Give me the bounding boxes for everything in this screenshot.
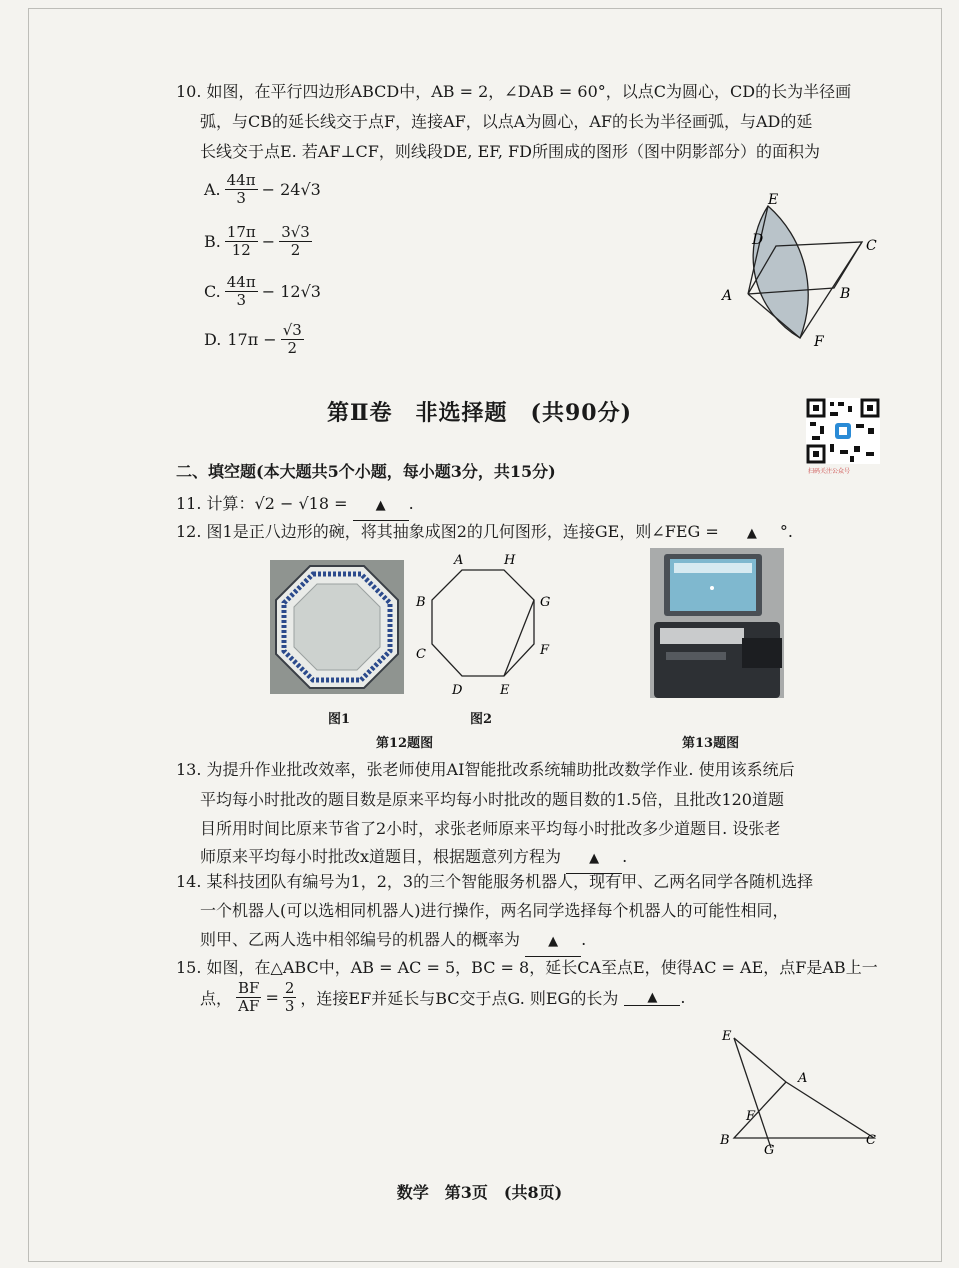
q10-point-c: C	[866, 238, 877, 254]
q14-answer-blank[interactable]: ▲	[525, 928, 581, 957]
q10-option-c: C. $\frac{44\pi}{3}$ − 12√3	[204, 273, 321, 309]
q11: 11. 计算：√2 − √18 = ▲ .	[176, 490, 414, 521]
q13-line1: 13. 为提升作业批改效率，张老师使用AI智能批改系统辅助批改数学作业. 使用该系统后	[176, 760, 795, 779]
oct-vertex-f: F	[540, 643, 550, 658]
fill-in-heading: 二、填空题(本大题共5个小题，每小题3分，共15分)	[176, 462, 556, 481]
q10-point-f: F	[814, 334, 824, 350]
fig2-label: 图2	[470, 712, 493, 727]
q10-line3: 长线交于点E. 若AF⊥CF，则线段DE, EF, FD所围成的图形（图中阴影部分）的面积为	[200, 142, 820, 161]
q14-line1: 14. 某科技团队有编号为1，2，3的三个智能服务机器人，现有甲、乙两名同学各随机选择	[176, 872, 814, 891]
oct-vertex-a: A	[454, 553, 464, 568]
q10-figure	[710, 186, 890, 356]
q15-point-f: F	[746, 1109, 756, 1124]
oct-vertex-b: B	[416, 595, 426, 610]
qr-caption: 扫码关注公众号	[808, 468, 851, 475]
q10-point-e: E	[768, 192, 779, 208]
q10-option-d: D. 17π − $\frac{√3}{2}$	[204, 321, 302, 357]
q14-line2: 一个机器人(可以选相同机器人)进行操作，两名同学选择每个机器人的可能性相同，	[200, 901, 789, 920]
q13-caption: 第13题图	[682, 736, 740, 751]
q12: 12. 图1是正八边形的碗，将其抽象成图2的几何图形，连接GE，则∠FEG = ▲ °.	[176, 518, 793, 549]
q14-line3: 则甲、乙两人选中相邻编号的机器人的概率为 ▲ .	[200, 926, 586, 957]
q15-answer-blank[interactable]: ▲	[624, 990, 680, 1006]
octagon-figure	[408, 548, 558, 700]
ai-grading-terminal-photo	[650, 548, 784, 698]
oct-vertex-g: G	[540, 595, 551, 610]
q10-line1: 10. 如图，在平行四边形ABCD中，AB = 2，∠DAB = 60°，以点C为圆心，CD的长为半径画	[176, 82, 852, 101]
q10-line2: 弧，与CB的延长线交于点F，连接AF，以点A为圆心，AF的长为半径画弧，与AD的延	[200, 112, 813, 131]
page-footer: 数学 第3页 (共8页)	[396, 1183, 563, 1202]
q15-point-g: G	[764, 1143, 775, 1156]
q10-point-d: D	[752, 232, 764, 248]
q13-line4: 师原来平均每小时批改x道题目，根据题意列方程为 ▲ .	[200, 843, 627, 874]
q10-option-b: B. $\frac{17\pi}{12}$ − $\frac{3√3}{2}$	[204, 223, 310, 259]
q12-caption: 第12题图	[376, 736, 434, 751]
oct-vertex-h: H	[504, 553, 516, 568]
qr-code-icon[interactable]	[806, 398, 880, 464]
q15-line2: 点， $\frac{BF}{AF}$ = $\frac{2}{3}$ ，连接EF并延长与BC交于点G. 则EG的长为 ▲ .	[200, 979, 686, 1015]
q15-point-c: C	[866, 1133, 876, 1148]
q13-answer-blank[interactable]: ▲	[566, 845, 622, 874]
q15-triangle-figure	[716, 1026, 886, 1156]
oct-vertex-c: C	[416, 647, 426, 662]
q15-line1: 15. 如图，在△ABC中，AB = AC = 5，BC = 8，延长CA至点E，使得AC = AE，点F是AB上一	[176, 958, 878, 977]
q10-option-a: A. $\frac{44\pi}{3}$ − 24√3	[204, 171, 321, 207]
q11-answer-blank[interactable]: ▲	[353, 492, 409, 521]
q13-line2: 平均每小时批改的题目数是原来平均每小时批改的题目数的1.5倍，且批改120道题	[200, 790, 784, 809]
q13-line3: 目所用时间比原来节省了2小时，求张老师原来平均每小时批改多少道题目. 设张老	[200, 819, 781, 838]
q12-answer-blank[interactable]: ▲	[724, 520, 780, 549]
q15-point-e: E	[722, 1029, 732, 1044]
q15-point-a: A	[798, 1071, 808, 1086]
octagon-bowl-photo	[270, 560, 404, 694]
oct-vertex-d: D	[452, 683, 463, 698]
section2-title: 第Ⅱ卷 非选择题 (共90分)	[327, 400, 632, 426]
q15-point-b: B	[720, 1133, 730, 1148]
q10-point-a: A	[722, 288, 733, 304]
q10-point-b: B	[840, 286, 851, 302]
fig1-label: 图1	[328, 712, 351, 727]
oct-vertex-e: E	[500, 683, 510, 698]
